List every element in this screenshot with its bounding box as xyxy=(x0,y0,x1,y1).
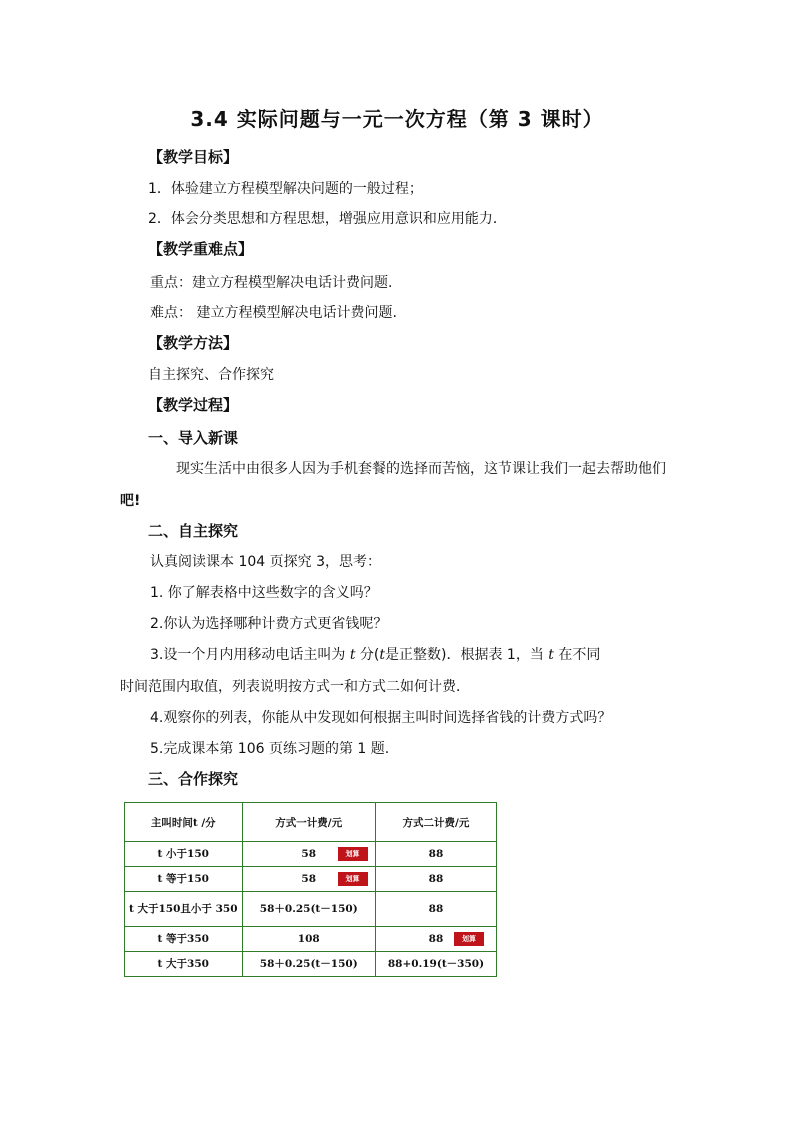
table-cell: t 等于350 xyxy=(125,927,243,952)
cost-effective-badge: 划算 xyxy=(338,872,368,886)
table-cell: 58＋0.25(t－150) xyxy=(242,892,375,927)
table-row xyxy=(125,892,497,927)
question-3-line1: 3.设一个月内用移动电话主叫为 t 分(t是正整数)．根据表 1，当 t 在不同 xyxy=(150,647,601,663)
section1-paragraph-line2: 吧! xyxy=(120,493,141,509)
table-row xyxy=(125,952,497,977)
table-cell: 88 xyxy=(375,892,496,927)
table-cell: 88 划算 xyxy=(375,927,496,952)
question-2: 2.你认为选择哪种计费方式更省钱呢？ xyxy=(150,616,388,632)
table-cell: t 大于350 xyxy=(125,952,243,977)
billing-table xyxy=(124,802,497,977)
section2-intro: 认真阅读课本 104 页探究 3，思考： xyxy=(150,554,381,570)
section1-paragraph-line1: 现实生活中由很多人因为手机套餐的选择而苦恼，这节课让我们一起去帮助他们 xyxy=(176,461,666,477)
table-cell: 58 划算 xyxy=(242,842,375,867)
table-row xyxy=(125,867,497,892)
table-cell: 58 划算 xyxy=(242,867,375,892)
question-1: 1. 你了解表格中这些数字的含义吗？ xyxy=(150,585,378,601)
cost-effective-badge: 划算 xyxy=(338,847,368,861)
question-5: 5.完成课本第 106 页练习题的第 1 题. xyxy=(150,741,390,757)
goals-heading: 【教学目标】 xyxy=(148,148,239,166)
table-header-cell: 方式二计费/元 xyxy=(375,803,496,842)
table-cell: t 小于150 xyxy=(125,842,243,867)
section2-title: 二、自主探究 xyxy=(148,522,239,540)
key-point-text: 重点：建立方程模型解决电话计费问题. xyxy=(150,275,393,291)
cost-effective-badge: 划算 xyxy=(454,932,484,946)
difficult-point-text: 难点： 建立方程模型解决电话计费问题. xyxy=(150,305,397,321)
table-header-row xyxy=(125,803,497,842)
methods-text: 自主探究、合作探究 xyxy=(148,367,274,383)
table-cell: 88 xyxy=(375,867,496,892)
table-header-cell: 方式一计费/元 xyxy=(242,803,375,842)
table-cell: 108 xyxy=(242,927,375,952)
table-cell: 88 xyxy=(375,842,496,867)
goal-item-1: 1．体验建立方程模型解决问题的一般过程； xyxy=(148,181,423,197)
table-row xyxy=(125,842,497,867)
question-3-line2: 时间范围内取值，列表说明按方式一和方式二如何计费． xyxy=(120,679,470,695)
methods-heading: 【教学方法】 xyxy=(148,334,239,352)
process-heading: 【教学过程】 xyxy=(148,396,239,414)
question-4: 4.观察你的列表，你能从中发现如何根据主叫时间选择省钱的计费方式吗？ xyxy=(150,710,612,726)
section1-title: 一、导入新课 xyxy=(148,429,239,447)
table-cell: 88+0.19(t－350) xyxy=(375,952,496,977)
goal-item-2: 2．体会分类思想和方程思想，增强应用意识和应用能力． xyxy=(148,211,507,227)
table-cell: t 大于150且小于 350 xyxy=(125,892,243,927)
table-header-cell: 主叫时间t /分 xyxy=(125,803,243,842)
key-points-heading: 【教学重难点】 xyxy=(148,240,254,258)
page-title: 3.4 实际问题与一元一次方程（第 3 课时） xyxy=(190,107,604,131)
table-cell: 58＋0.25(t－150) xyxy=(242,952,375,977)
section3-title: 三、合作探究 xyxy=(148,770,239,788)
table-row xyxy=(125,927,497,952)
table-cell: t 等于150 xyxy=(125,867,243,892)
